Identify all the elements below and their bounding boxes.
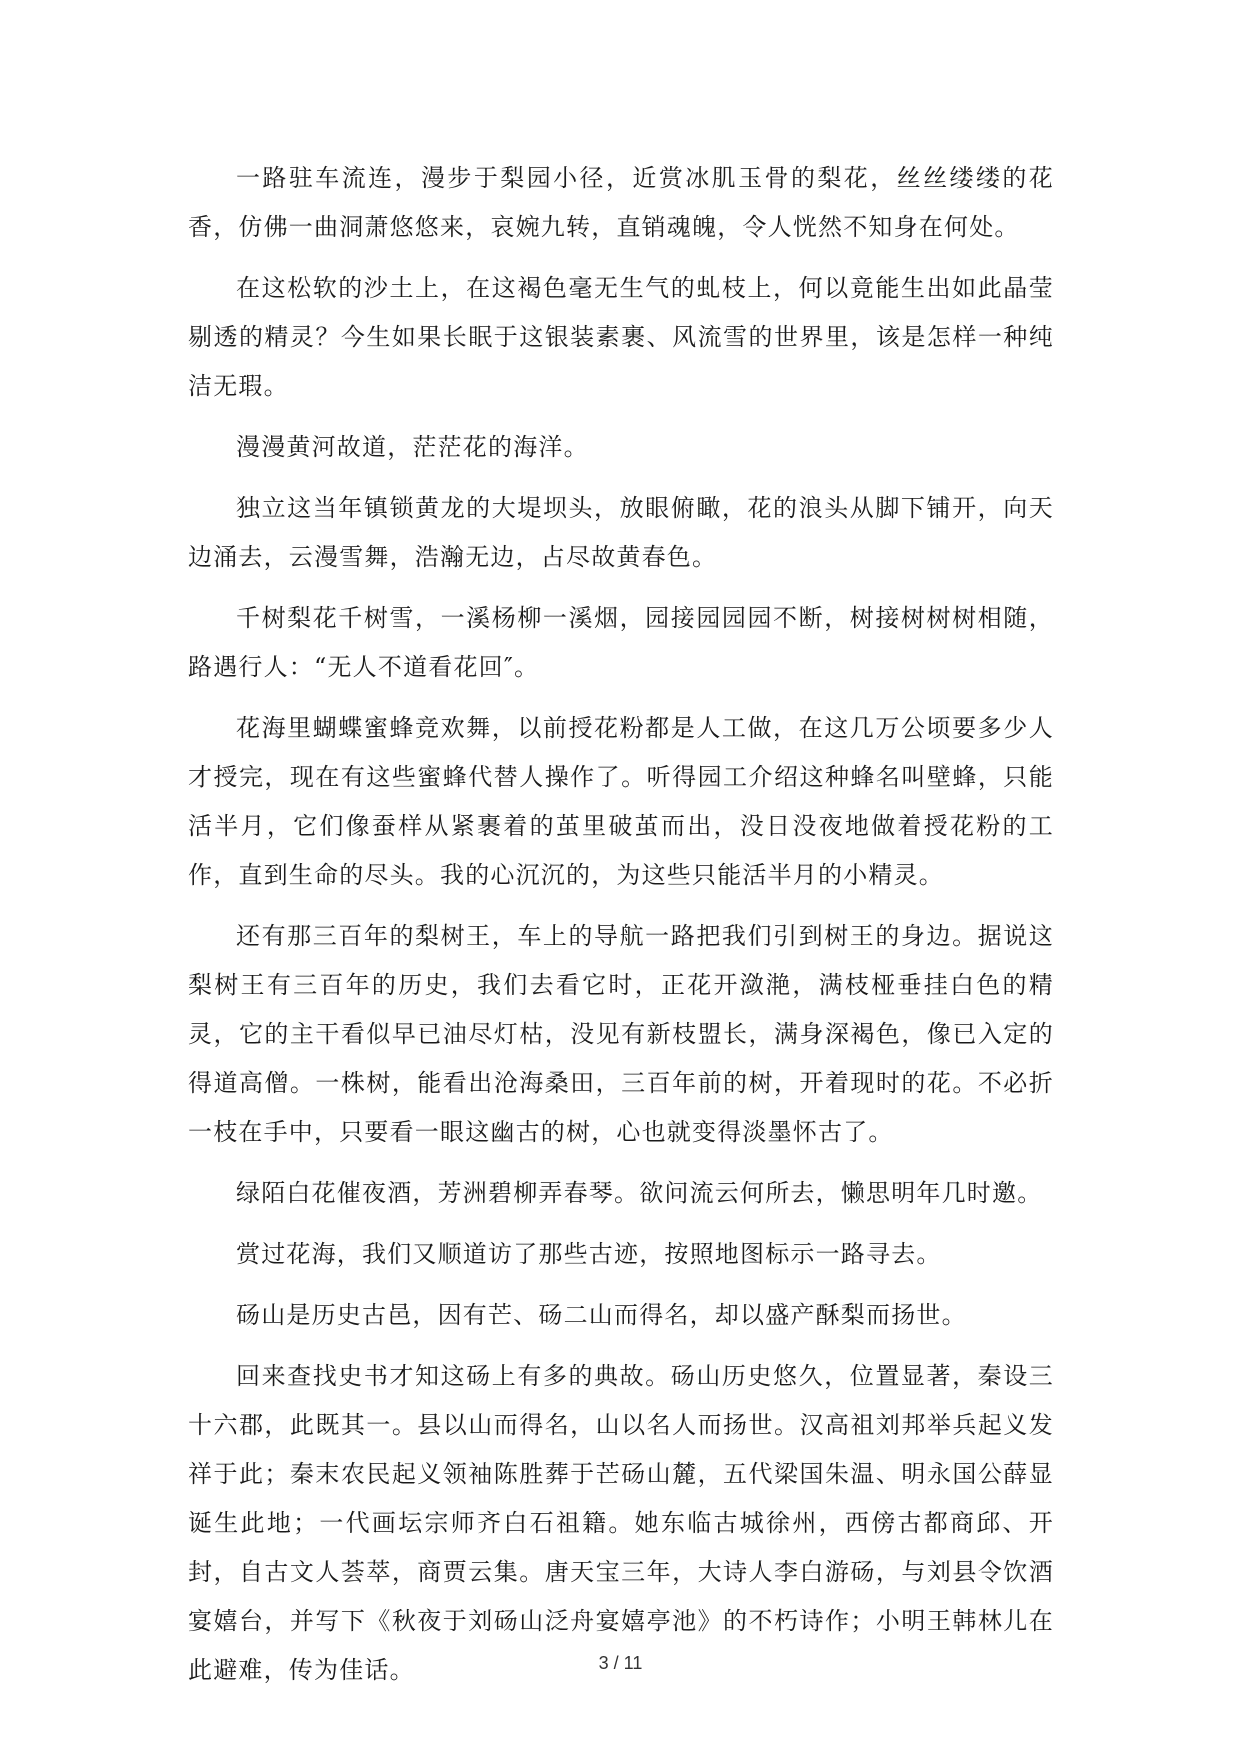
document-body [188, 154, 1054, 1707]
page-number: 3 / 11 [598, 1653, 643, 1673]
paragraph: 砀山是历史古邑，因有芒、砀二山而得名，却以盛产酥梨而扬世。 [236, 1301, 967, 1329]
paragraph: 还有那三百年的梨树王，车上的导航一路把我们引到树王的身边。据说这梨树王有三百年的历史，我们去看它时，正花开潋滟，满枝桠垂挂白色的精灵，它的主干看似早已油尽灯枯，没见有新枝盟长，满身深褐色，像已入定的得道高僧。一株树，能看出沧海桑田，三百年前的树，开着现时的花。不必折一枝在手中，只要看一眼这幽古的树，心也就变得淡墨怀古了。 [188, 922, 1054, 1146]
paragraph: 一路驻车流连，漫步于梨园小径，近赏冰肌玉骨的梨花，丝丝缕缕的花香，仿佛一曲洞萧悠悠来，哀婉九转，直销魂魄，令人恍然不知身在何处。 [188, 164, 1054, 241]
paragraph: 回来查找史书才知这砀上有多的典故。砀山历史悠久，位置显著，秦设三十六郡，此既其一。县以山而得名，山以名人而扬世。汉高祖刘邦举兵起义发祥于此；秦末农民起义领袖陈胜葬于芒砀山麓，五代梁国朱温、明永国公薛显诞生此地；一代画坛宗师齐白石祖籍。她东临古城徐州，西傍古都商邱、开封，自古文人荟萃，商贾云集。唐天宝三年，大诗人李白游砀，与刘县令饮酒宴嬉台，并写下《秋夜于刘砀山泛舟宴嬉亭池》的不朽诗作；小明王韩林儿在此避难，传为佳话。 [188, 1362, 1054, 1684]
paragraph: 漫漫黄河故道，茫茫花的海洋。 [236, 433, 589, 461]
paragraph: 赏过花海，我们又顺道访了那些古迹，按照地图标示一路寻去。 [236, 1240, 942, 1268]
paragraph: 千树梨花千树雪，一溪杨柳一溪烟，园接园园园不断，树接树树树相随，路遇行人：“无人不道看花回″。 [188, 604, 1054, 681]
paragraph: 绿陌白花催夜酒，芳洲碧柳弄春琴。欲问流云何所去，懒思明年几时邀。 [236, 1179, 1043, 1207]
paragraph: 花海里蝴蝶蜜蜂竞欢舞，以前授花粉都是人工做，在这几万公顷要多少人才授完，现在有这些蜜蜂代替人操作了。听得园工介绍这种蜂名叫壁蜂，只能活半月，它们像蚕样从紧裹着的茧里破茧而出，没日没夜地做着授花粉的工作，直到生命的尽头。我的心沉沉的，为这些只能活半月的小精灵。 [188, 714, 1054, 889]
paragraph: 独立这当年镇锁黄龙的大堤坝头，放眼俯瞰，花的浪头从脚下铺开，向天边涌去，云漫雪舞，浩瀚无边，占尽故黄春色。 [188, 494, 1054, 571]
paragraph: 在这松软的沙土上，在这褐色毫无生气的虬枝上，何以竟能生出如此晶莹剔透的精灵？今生如果长眠于这银装素裹、风流雪的世界里，该是怎样一种纯洁无瑕。 [188, 274, 1054, 400]
